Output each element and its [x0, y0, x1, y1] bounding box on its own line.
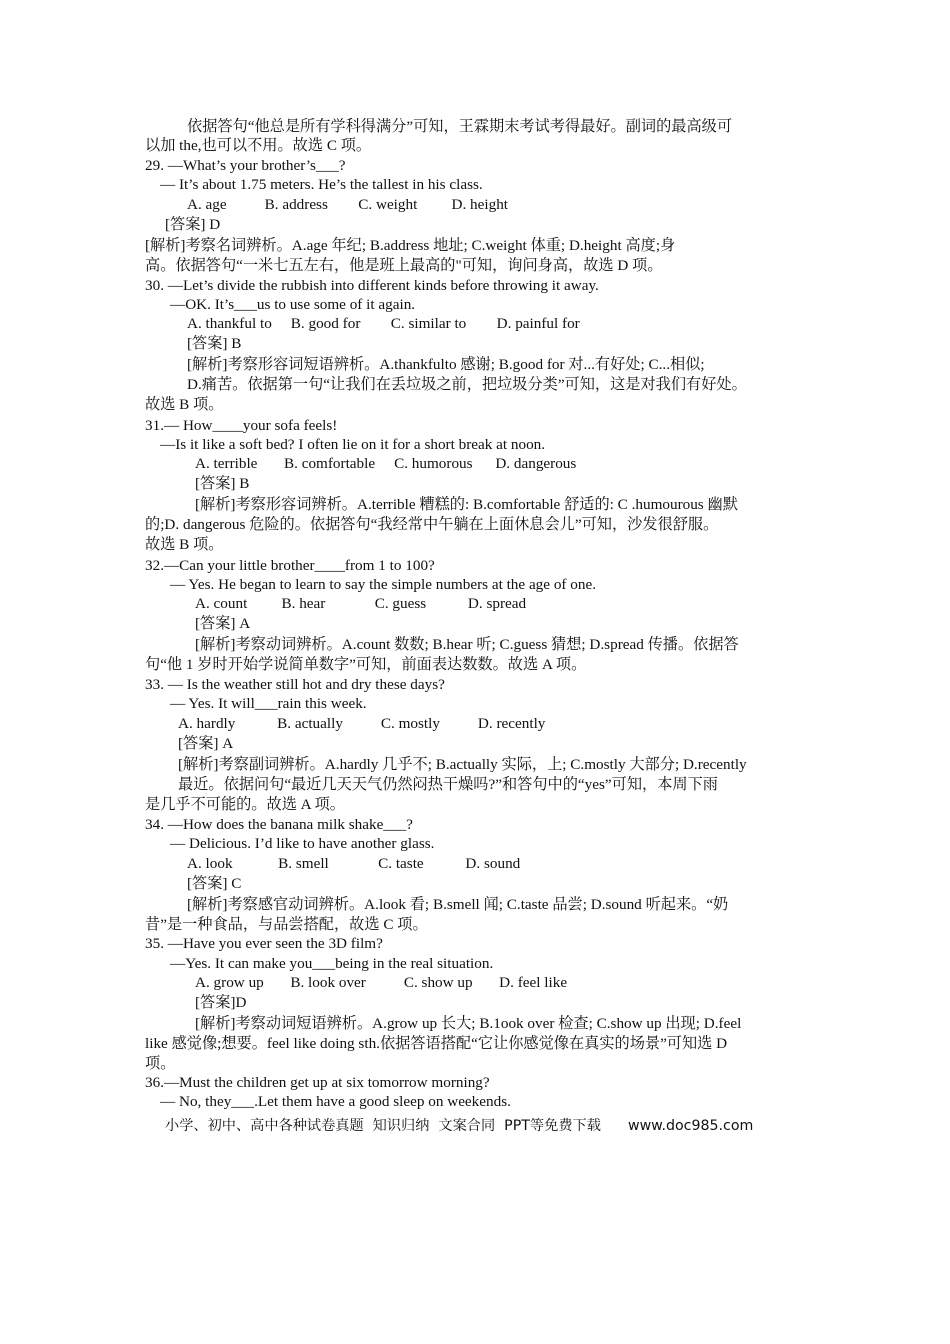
- text-line: —Is it like a soft bed? I often lie on it for a short break at noon.: [160, 436, 546, 453]
- text-line: 高。依据答句“一米七五左右，他是班上最高的"可知，询问身高，故选 D 项。: [145, 257, 663, 274]
- text-line: — No, they___.Let them have a good sleep on weekends.: [160, 1093, 511, 1110]
- text-line: [答案] A: [178, 735, 234, 752]
- text-line: — Yes. He began to learn to say the simple numbers at the age of one.: [170, 576, 596, 593]
- text-line: — Yes. It will___rain this week.: [170, 695, 367, 712]
- text-line: 句“他 1 岁时开始学说简单数字”可知，前面表达数数。故选 A 项。: [145, 656, 587, 673]
- text-line: A. count B. hear C. guess D. spread: [195, 595, 527, 612]
- text-line: 最近。依据问句“最近几天天气仍然闷热干燥吗?”和答句中的“yes”可知，本周下雨: [178, 776, 718, 793]
- text-line: [解析]考察动词短语辨析。A.grow up 长大; B.1ook over 检查; C.show up 出现; D.feel: [195, 1015, 742, 1032]
- text-line: [解析]考察形容词短语辨析。A.thankfulto 感谢; B.good for 对...有好处; C...相似;: [187, 356, 705, 373]
- page-footer: 小学、初中、高中各种试卷真题 知识归纳 文案合同 PPT等免费下载 www.doc985.com: [165, 1118, 754, 1134]
- text-line: A. grow up B. look over C. show up D. feel like: [195, 974, 568, 991]
- text-line: [答案] A: [195, 615, 251, 632]
- text-line: A. terrible B. comfortable C. humorous D. dangerous: [195, 455, 577, 472]
- text-line: 以加 the,也可以不用。故选 C 项。: [145, 137, 372, 154]
- text-line: [答案] C: [187, 875, 242, 892]
- text-line: 32.—Can your little brother____from 1 to 100?: [145, 557, 435, 574]
- text-line: [答案] B: [195, 475, 250, 492]
- text-line: — Delicious. I’d like to have another glass.: [170, 835, 435, 852]
- text-line: 33. — Is the weather still hot and dry these days?: [145, 676, 445, 693]
- text-line: 的;D. dangerous 危险的。依据答句“我经常中午躺在上面休息会儿”可知，沙发很舒服。: [145, 516, 719, 533]
- text-line: 故选 B 项。: [145, 396, 224, 413]
- text-line: 29. —What’s your brother’s___?: [145, 157, 346, 174]
- text-line: 依据答句“他总是所有学科得满分”可知，王霖期末考试考得最好。副词的最高级可: [187, 118, 733, 135]
- text-line: 是几乎不可能的。故选 A 项。: [145, 796, 345, 813]
- text-line: 34. —How does the banana milk shake___?: [145, 816, 413, 833]
- text-line: —OK. It’s___us to use some of it again.: [170, 296, 416, 313]
- text-line: —Yes. It can make you___being in the real situation.: [170, 955, 494, 972]
- text-line: like 感觉像;想要。feel like doing sth.依据答语搭配“它让你感觉像在真实的场景”可知选 D: [145, 1035, 728, 1052]
- text-line: [解析]考察动词辨析。A.count 数数; B.hear 听; C.guess 猜想; D.spread 传播。依据答: [195, 636, 739, 653]
- text-line: 30. —Let’s divide the rubbish into different kinds before throwing it away.: [145, 277, 599, 294]
- text-line: [答案]D: [195, 994, 247, 1011]
- text-line: [答案] B: [187, 335, 242, 352]
- text-line: [解析]考察感官动词辨析。A.look 看; B.smell 闻; C.taste 品尝; D.sound 听起来。“奶: [187, 896, 729, 913]
- text-line: 31.— How____your sofa feels!: [145, 417, 338, 434]
- text-line: — It’s about 1.75 meters. He’s the tallest in his class.: [160, 176, 483, 193]
- text-line: [解析]考察形容词辨析。A.terrible 糟糕的: B.comfortable 舒适的: C .humourous 幽默: [195, 496, 738, 513]
- text-line: 故选 B 项。: [145, 536, 224, 553]
- text-line: 36.—Must the children get up at six tomorrow morning?: [145, 1074, 490, 1091]
- text-line: 项。: [145, 1055, 176, 1072]
- text-line: A. look B. smell C. taste D. sound: [187, 855, 521, 872]
- text-line: A. hardly B. actually C. mostly D. recently: [178, 715, 546, 732]
- text-line: 35. —Have you ever seen the 3D film?: [145, 935, 383, 952]
- text-line: [解析]考察名词辨析。A.age 年纪; B.address 地址; C.weight 体重; D.height 高度;身: [145, 237, 676, 254]
- text-line: A. thankful to B. good for C. similar to D. painful for: [187, 315, 580, 332]
- text-line: A. age B. address C. weight D. height: [187, 196, 509, 213]
- text-line: 昔”是一种食品，与品尝搭配，故选 C 项。: [145, 916, 428, 933]
- text-line: D.痛苦。依据第一句“让我们在丢垃圾之前，把垃圾分类”可知，这是对我们有好处。: [187, 376, 747, 393]
- text-line: [答案] D: [165, 216, 221, 233]
- text-line: [解析]考察副词辨析。A.hardly 几乎不; B.actually 实际，上; C.mostly 大部分; D.recently: [178, 756, 747, 773]
